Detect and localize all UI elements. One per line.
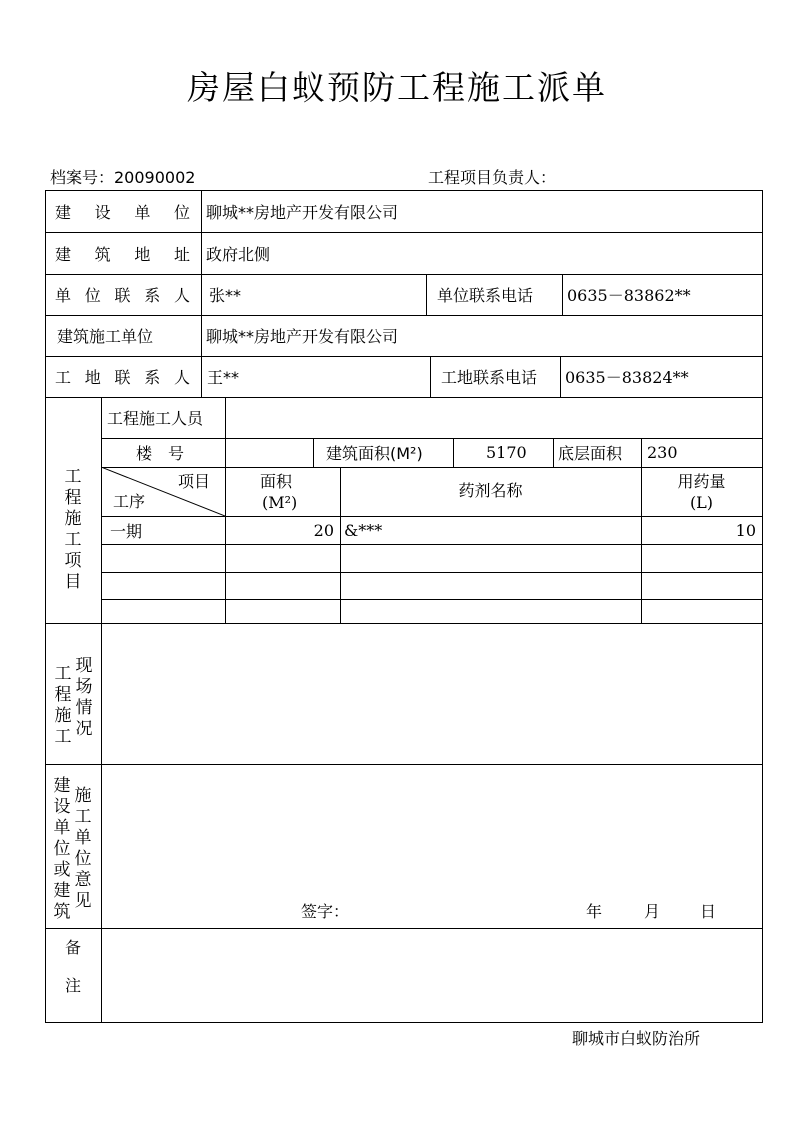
site-label-col1: 工程施工 xyxy=(54,664,72,747)
contact-phone-value: 0635－83862** xyxy=(567,286,691,305)
floor-area-value: 230 xyxy=(647,443,678,462)
col-item-header: 项目 xyxy=(178,471,211,491)
project-section-label: 工程施工项目 xyxy=(64,467,82,592)
opinion-label-col1: 建设单位或建筑 xyxy=(53,776,71,922)
file-number: 档案号：20090002 xyxy=(50,168,196,187)
remarks-label-1: 备 xyxy=(65,937,82,957)
item-dosage: 10 xyxy=(735,520,756,540)
staff-label: 工程施工人员 xyxy=(107,409,204,428)
item-area xyxy=(225,599,334,623)
project-lead-label: 工程项目负责人： xyxy=(428,168,557,187)
month-label: 月 xyxy=(644,901,661,921)
site-contact-label: 工 地 联 系 人 xyxy=(55,368,190,387)
address-value: 政府北侧 xyxy=(206,244,271,264)
col-dosage-unit: (L) xyxy=(689,492,714,512)
col-area-header: 面积 xyxy=(260,471,293,491)
item-area xyxy=(225,572,334,599)
signature-label: 签字： xyxy=(301,901,350,921)
remarks-label-2: 注 xyxy=(65,975,82,995)
builder-value: 聊城**房地产开发有限公司 xyxy=(206,202,399,222)
constructor-value: 聊城**房地产开发有限公司 xyxy=(206,327,399,346)
document-title: 房屋白蚁预防工程施工派单 xyxy=(187,68,607,107)
issuer-footer: 聊城市白蚁防治所 xyxy=(572,1029,701,1048)
floor-area-label: 底层面积 xyxy=(558,444,623,463)
col-agent-header: 药剂名称 xyxy=(458,480,523,500)
day-label: 日 xyxy=(700,901,717,921)
col-area-unit: (M²) xyxy=(262,492,298,512)
item-agent: &*** xyxy=(344,520,383,540)
item-dosage xyxy=(641,572,756,599)
year-label: 年 xyxy=(586,901,603,921)
item-dosage xyxy=(641,599,756,623)
contact-value: 张** xyxy=(209,286,242,305)
address-label: 建 筑 地 址 xyxy=(55,244,190,264)
builder-label: 建 设 单 位 xyxy=(55,202,190,222)
item-process: 一期 xyxy=(110,521,143,541)
opinion-label-col2: 施工单位意见 xyxy=(74,786,92,911)
site-contact-value: 王** xyxy=(207,368,240,387)
site-label-col2: 现场情况 xyxy=(75,656,93,739)
col-dosage-header: 用药量 xyxy=(677,471,726,491)
item-area xyxy=(225,544,334,572)
site-phone-value: 0635－83824** xyxy=(565,368,689,387)
building-no-label: 楼 号 xyxy=(136,444,185,463)
constructor-label: 建筑施工单位 xyxy=(57,327,154,346)
area-label: 建筑面积(M²) xyxy=(326,444,423,463)
site-phone-label: 工地联系电话 xyxy=(441,368,538,387)
item-area: 20 xyxy=(313,520,334,540)
area-value: 5170 xyxy=(486,443,527,462)
contact-label: 单 位 联 系 人 xyxy=(55,286,190,305)
contact-phone-label: 单位联系电话 xyxy=(437,286,534,305)
item-dosage xyxy=(641,544,756,572)
col-process-header: 工序 xyxy=(113,491,146,511)
